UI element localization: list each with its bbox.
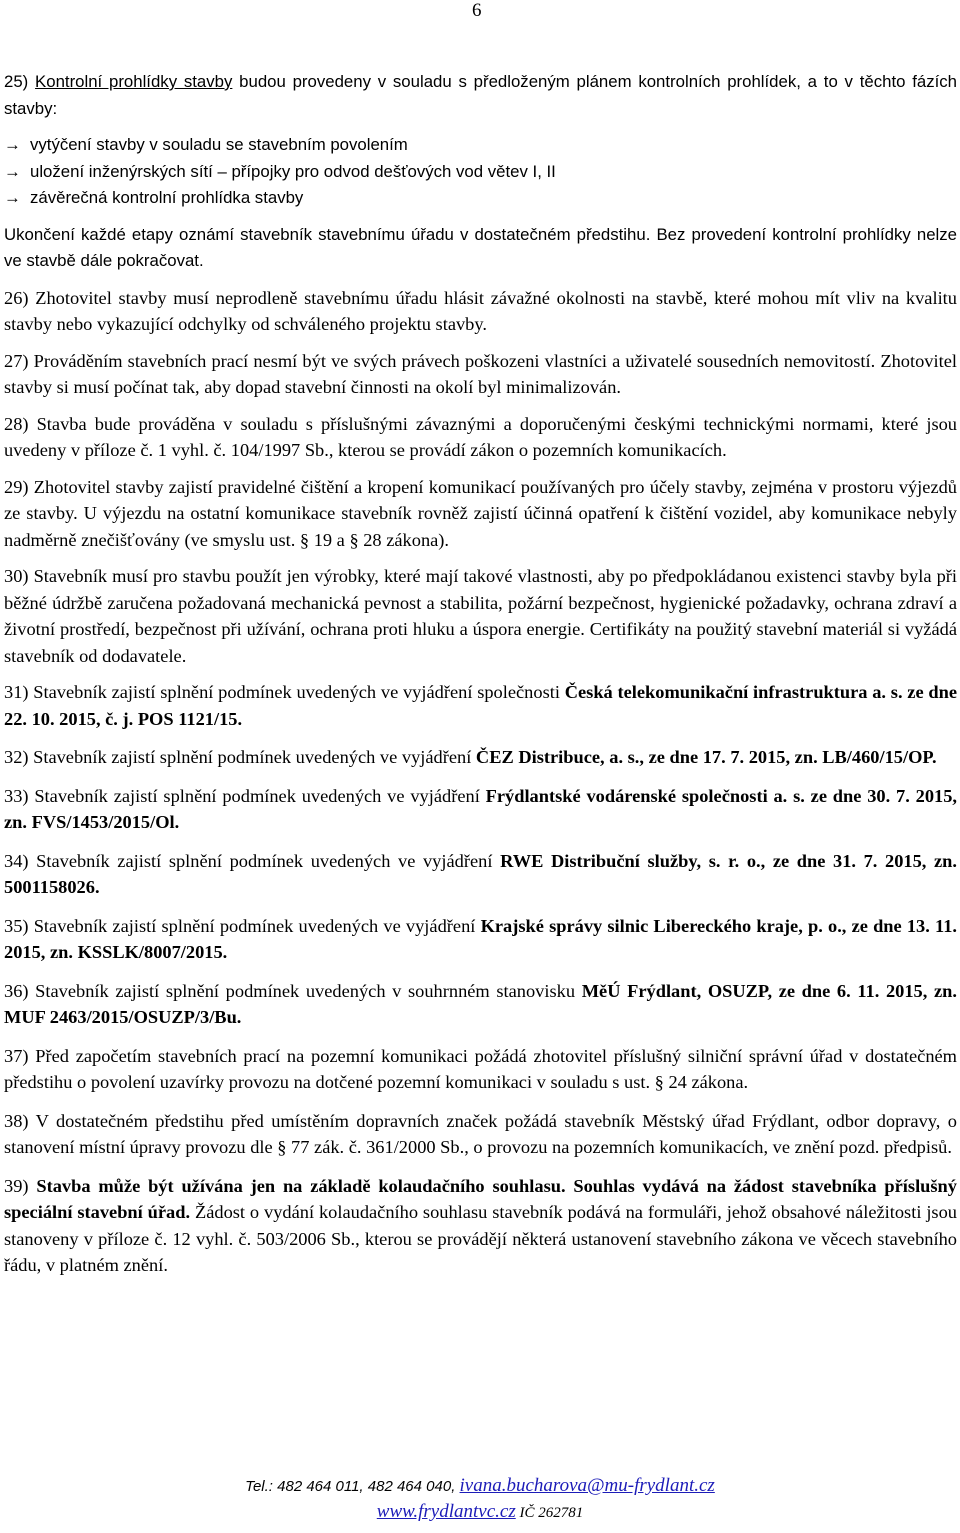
paragraph-39-bold: Stavba může být užívána jen na základě kolaudačního souhlasu. Souhlas vydává na žádost stavebníka příslušný speciální stavební úřad.: [4, 1175, 957, 1222]
paragraph-34-text: 34) Stavebník zajistí splnění podmínek uvedených ve vyjádření: [4, 850, 501, 871]
paragraph-36: [4, 978, 957, 1031]
list-item: [4, 185, 957, 212]
paragraph-28: 28) Stavba bude prováděna v souladu s příslušnými závaznými a doporučenými českými technickými normami, které jsou uvedeny v příloze č. 1 vyhl. č. 104/1997 Sb., kterou se provádí zákon o pozemních komunikacích.: [4, 413, 957, 460]
footer-website-link[interactable]: www.frydlantvc.cz: [376, 1501, 516, 1522]
paragraph-32-bold: ČEZ Distribuce, a. s., ze dne 17. 7. 2015, zn. LB/460/15/OP.: [475, 747, 937, 767]
list-item: [4, 159, 957, 186]
paragraph-34-bold: RWE Distribuční služby, s. r. o., ze dne 31. 7. 2015, zn. 5001158026.: [4, 850, 957, 897]
inspection-link[interactable]: Kontrolní prohlídky stavby: [35, 72, 233, 91]
paragraph-35: [4, 913, 957, 966]
paragraph-34: [4, 848, 957, 901]
paragraph-25-number: 25): [4, 72, 36, 91]
footer-company-id: IČ 262781: [515, 1505, 584, 1521]
paragraph-29: 29) Zhotovitel stavby zajistí pravidelné čištění a kropení komunikací používaných pro účely stavby, zejména v prostoru výjezdů ze stavby. U výjezdu na ostatní komunikace stavebník rovněž zajistí účinná opatření k čištění vozidel, aby komunikace nebyly nadměrně znečišťovány (ve smyslu ust. § 19 a § 28 zákona).: [4, 476, 957, 550]
paragraph-30: 30) Stavebník musí pro stavbu použít jen výrobky, které mají takové vlastnosti, aby po předpokládanou existenci stavby byla při běžné údržbě zaručena požadovaná mechanická pevnost a stabilita, požární bezpečnost, hygienické požadavky, ochrana zdraví a životní prostředí, bezpečnost při užívání, ochrana proti hluku a úspora energie. Certifikáty na použitý stavební materiál si vyžádá stavebník od dodavatele.: [4, 566, 957, 666]
list-item: [4, 132, 957, 159]
arrow-icon: →: [4, 161, 21, 181]
paragraph-33-bold: Frýdlantské vodárenské společnosti a. s. ze dne 30. 7. 2015, zn. FVS/1453/2015/Ol.: [4, 785, 958, 832]
paragraph-39: [4, 1173, 957, 1279]
paragraph-37: 37) Před započetím stavebních prací na pozemní komunikaci požádá zhotovitel příslušný silniční správní úřad v dostatečném předstihu o povolení uzavírky provozu na dotčené pozemní komunikaci v souladu s ust. § 24 zákona.: [4, 1045, 957, 1092]
paragraph-31: [4, 679, 957, 732]
list-item-text: uložení inženýrských sítí – přípojky pro odvod dešťových vod větev I, II: [30, 161, 556, 181]
paragraph-33-text: 33) Stavebník zajistí splnění podmínek uvedených ve vyjádření: [4, 785, 486, 806]
paragraph-25-text: budou provedeny v souladu s předloženým plánem kontrolních prohlídek, a to v těchto fázích stavby:: [4, 72, 957, 118]
inspection-phase-list: [4, 132, 957, 212]
paragraph-32-text: 32) Stavebník zajistí splnění podmínek uvedených ve vyjádření: [4, 747, 476, 767]
paragraph-31-bold: Česká telekomunikační infrastruktura a. s. ze dne 22. 10. 2015, č. j. POS 1121/15.: [4, 682, 958, 729]
paragraph-35-text: 35) Stavebník zajistí splnění podmínek uvedených ve vyjádření: [4, 915, 481, 936]
paragraph-33: [4, 783, 957, 836]
footer-web: [0, 1499, 960, 1527]
paragraph-25-note: Ukončení každé etapy oznámí stavebník stavebnímu úřadu v dostatečném předstihu. Bez provedení kontrolní prohlídky nelze ve stavbě dále pokračovat.: [4, 224, 957, 270]
footer-contact: [0, 1473, 960, 1501]
paragraph-39-text: Žádost o vydání kolaudačního souhlasu stavebník podává na formuláři, jehož obsahové náležitosti jsou stanoveny v příloze č. 12 vyhl. č. 503/2006 Sb., kterou se provádějí některá ustanovení stavebního zákona ve věcech stavebního řádu, v platném znění.: [4, 1202, 957, 1275]
list-item-text: závěrečná kontrolní prohlídka stavby: [30, 188, 304, 207]
paragraph-27: 27) Prováděním stavebních prací nesmí být ve svých právech poškozeni vlastníci a uživatelé sousedních nemovitostí. Zhotovitel stavby si musí počínat tak, aby dopad stavební činnosti na okolí byl minimalizován.: [4, 350, 957, 397]
paragraph-26: 26) Zhotovitel stavby musí neprodleně stavebnímu úřadu hlásit závažné okolnosti na stavbě, které mohou mít vliv na kvalitu stavby nebo vykazující odchylky od schváleného projektu stavby.: [4, 287, 957, 334]
paragraph-32: [4, 744, 957, 771]
document-body: [4, 69, 957, 1289]
paragraph-36-bold: MěÚ Frýdlant, OSUZP, ze dne 6. 11. 2015, zn. MUF 2463/2015/OSUZP/3/Bu.: [4, 980, 957, 1027]
arrow-icon: →: [4, 135, 21, 154]
footer-phone: Tel.: 482 464 011, 482 464 040,: [245, 1478, 460, 1495]
paragraph-38: 38) V dostatečném předstihu před umístěním dopravních značek požádá stavebník Městský úřad Frýdlant, odbor dopravy, o stanovení místní úpravy provozu dle § 77 zák. č. 361/2000 Sb., o provozu na pozemních komunikacích, ve znění pozd. předpisů.: [4, 1110, 957, 1157]
paragraph-25: [4, 69, 957, 122]
arrow-icon: →: [4, 188, 21, 207]
paragraph-31-text: 31) Stavebník zajistí splnění podmínek uvedených ve vyjádření společnosti: [4, 682, 565, 702]
page-number: 6: [472, 0, 482, 21]
paragraph-35-bold: Krajské správy silnic Libereckého kraje, p. o., ze dne 13. 11. 2015, zn. KSSLK/8007/2015.: [4, 915, 958, 962]
list-item-text: vytýčení stavby v souladu se stavebním povolením: [30, 135, 408, 154]
footer-email-link[interactable]: ivana.bucharova@mu-frydlant.cz: [459, 1475, 715, 1496]
paragraph-36-text: 36) Stavebník zajistí splnění podmínek uvedených v souhrnném stanovisku: [4, 980, 582, 1001]
paragraph-39-number: 39): [4, 1175, 37, 1196]
